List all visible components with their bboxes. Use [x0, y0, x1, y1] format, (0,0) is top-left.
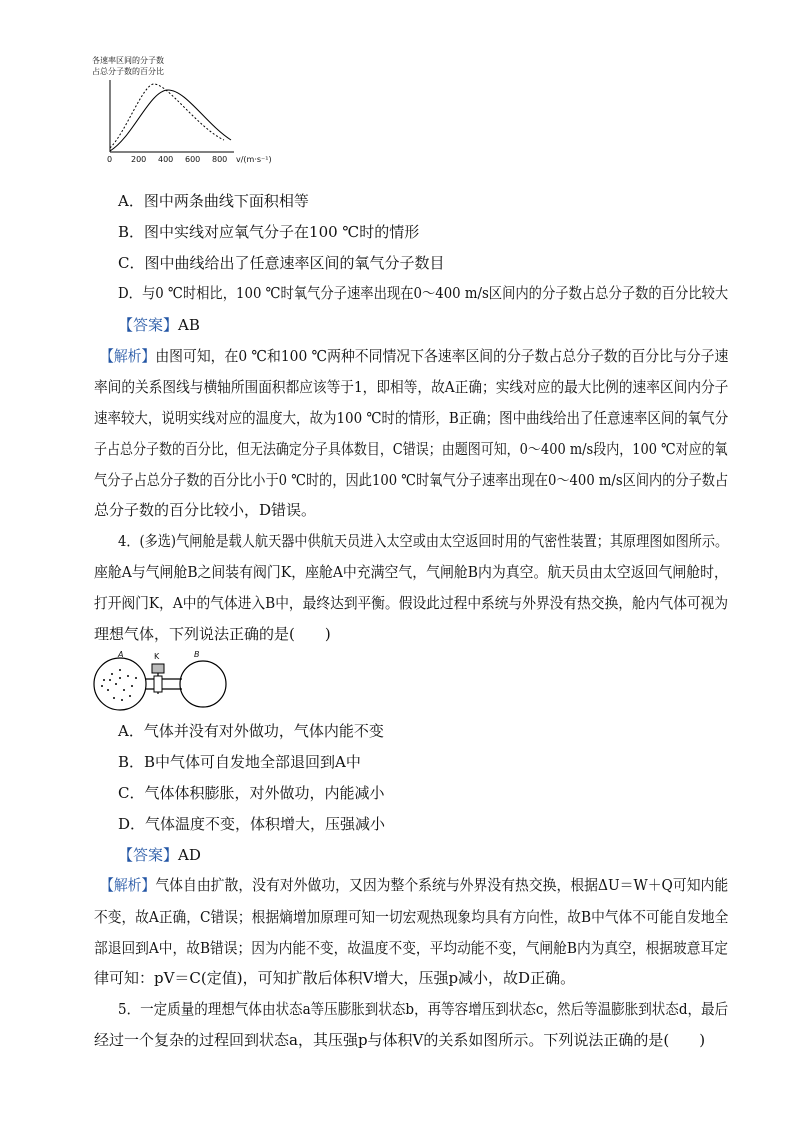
q4-analysis-line-3: 部退回到A中，故B错误；因为内能不变，故温度不变，平均动能不变，气闸舱B内为真空，根据玻意耳定 — [94, 939, 728, 957]
curve-0c — [110, 84, 224, 148]
figure-ylabel-line1: 各速率区间的分子数 — [92, 56, 164, 65]
q3-analysis-line-6: 总分子数的百分比较小，D错误。 — [94, 501, 317, 519]
chamber-b — [180, 661, 226, 707]
q4-stem-line-1: 4．(多选)气闸舱是载人航天器中供航天员进入太空或由太空返回时用的气密性装置；其原理图如图所示。 — [118, 532, 729, 550]
label-a: A — [118, 650, 124, 659]
answer-tag: 【答案】 — [118, 846, 179, 864]
q4-analysis-line-2: 不变，故A正确，C错误；根据熵增加原理可知一切宏观热现象均具有方向性，故B中气体不可能自发地全 — [94, 908, 729, 926]
tick-400: 400 — [158, 155, 174, 164]
answer-tag: 【答案】 — [118, 316, 179, 334]
x-unit: v/(m·s⁻¹) — [236, 155, 272, 164]
q4-option-a: A．气体并没有对外做功，气体内能不变 — [118, 722, 384, 740]
q4-answer — [118, 845, 201, 865]
chamber-a — [94, 658, 146, 710]
analysis-tag: 【解析】 — [100, 347, 156, 365]
figure-ylabel-line2: 占总分子数的百分比 — [92, 67, 164, 76]
speed-distribution-figure — [88, 52, 298, 170]
q4-option-d: D．气体温度不变，体积增大，压强减小 — [118, 815, 386, 833]
tick-600: 600 — [185, 155, 201, 164]
label-b: B — [194, 650, 200, 659]
q3-analysis-line-5: 气分子占总分子数的百分比小于0 ℃时的，因此100 ℃时氧气分子速率出现在0～400 m/s区间内的分子数占 — [94, 471, 729, 489]
q4-analysis-line-4: 律可知：pV＝C(定值)，可知扩散后体积V增大，压强p减小，故D正确。 — [94, 969, 576, 987]
q4-option-c: C．气体体积膨胀，对外做功，内能减小 — [118, 784, 385, 802]
analysis-text: 气体自由扩散，没有对外做功，又因为整个系统与外界没有热交换，根据ΔU＝W＋Q可知内能 — [155, 876, 729, 894]
q4-analysis-line-1 — [100, 875, 728, 895]
q5-stem-line-2: 经过一个复杂的过程回到状态a，其压强p与体积V的关系如图所示。下列说法正确的是( ) — [94, 1031, 706, 1049]
analysis-text: 由图可知，在0 ℃和100 ℃两种不同情况下各速率区间的分子数占总分子数的百分比与分子速 — [155, 347, 729, 365]
q4-option-b: B．B中气体可自发地全部退回到A中 — [118, 753, 361, 771]
q4-stem-line-2: 座舱A与气闸舱B之间装有阀门K，座舱A中充满空气，气闸舱B内为真空。航天员由太空返回气闸舱时， — [94, 563, 728, 581]
q3-analysis-line-4: 子占总分子数的百分比，但无法确定分子具体数目，C错误；由题图可知，0～400 m/s段内，100 ℃对应的氧 — [94, 440, 728, 458]
valve-k — [152, 664, 164, 673]
answer-value: AD — [178, 846, 201, 864]
q3-option-d: D．与0 ℃时相比，100 ℃时氧气分子速率出现在0～400 m/s区间内的分子数占总分子数的百分比较大 — [118, 284, 729, 302]
q5-stem-line-1: 5．一定质量的理想气体由状态a等压膨胀到状态b，再等容增压到状态c，然后等温膨胀到状态d，最后 — [118, 1000, 729, 1018]
tick-800: 800 — [212, 155, 228, 164]
label-k: K — [154, 652, 160, 661]
tick-200: 200 — [131, 155, 147, 164]
q3-analysis-line-3: 速率较大，说明实线对应的温度大，故为100 ℃时的情形，B正确；图中曲线给出了任意速率区间的氧气分 — [94, 409, 729, 427]
tick-0: 0 — [107, 155, 113, 164]
q4-stem-line-4: 理想气体，下列说法正确的是( ) — [94, 625, 331, 643]
q3-answer — [118, 315, 200, 335]
airlock-figure — [90, 650, 230, 714]
q4-stem-line-3: 打开阀门K，A中的气体进入B中，最终达到平衡。假设此过程中系统与外界没有热交换，舱内气体可视为 — [94, 594, 729, 612]
q3-analysis-line-2: 率间的关系图线与横轴所围面积都应该等于1，即相等，故A正确；实线对应的最大比例的速率区间内分子 — [94, 378, 729, 396]
q3-option-b: B．图中实线对应氧气分子在100 ℃时的情形 — [118, 223, 420, 241]
analysis-tag: 【解析】 — [100, 876, 156, 894]
q3-analysis-line-1 — [100, 346, 728, 366]
speed-distribution-plot — [88, 52, 298, 170]
airlock-diagram — [90, 650, 230, 714]
q3-option-a: A．图中两条曲线下面积相等 — [118, 192, 309, 210]
answer-value: AB — [178, 316, 200, 334]
q3-option-c: C．图中曲线给出了任意速率区间的氧气分子数目 — [118, 254, 445, 272]
